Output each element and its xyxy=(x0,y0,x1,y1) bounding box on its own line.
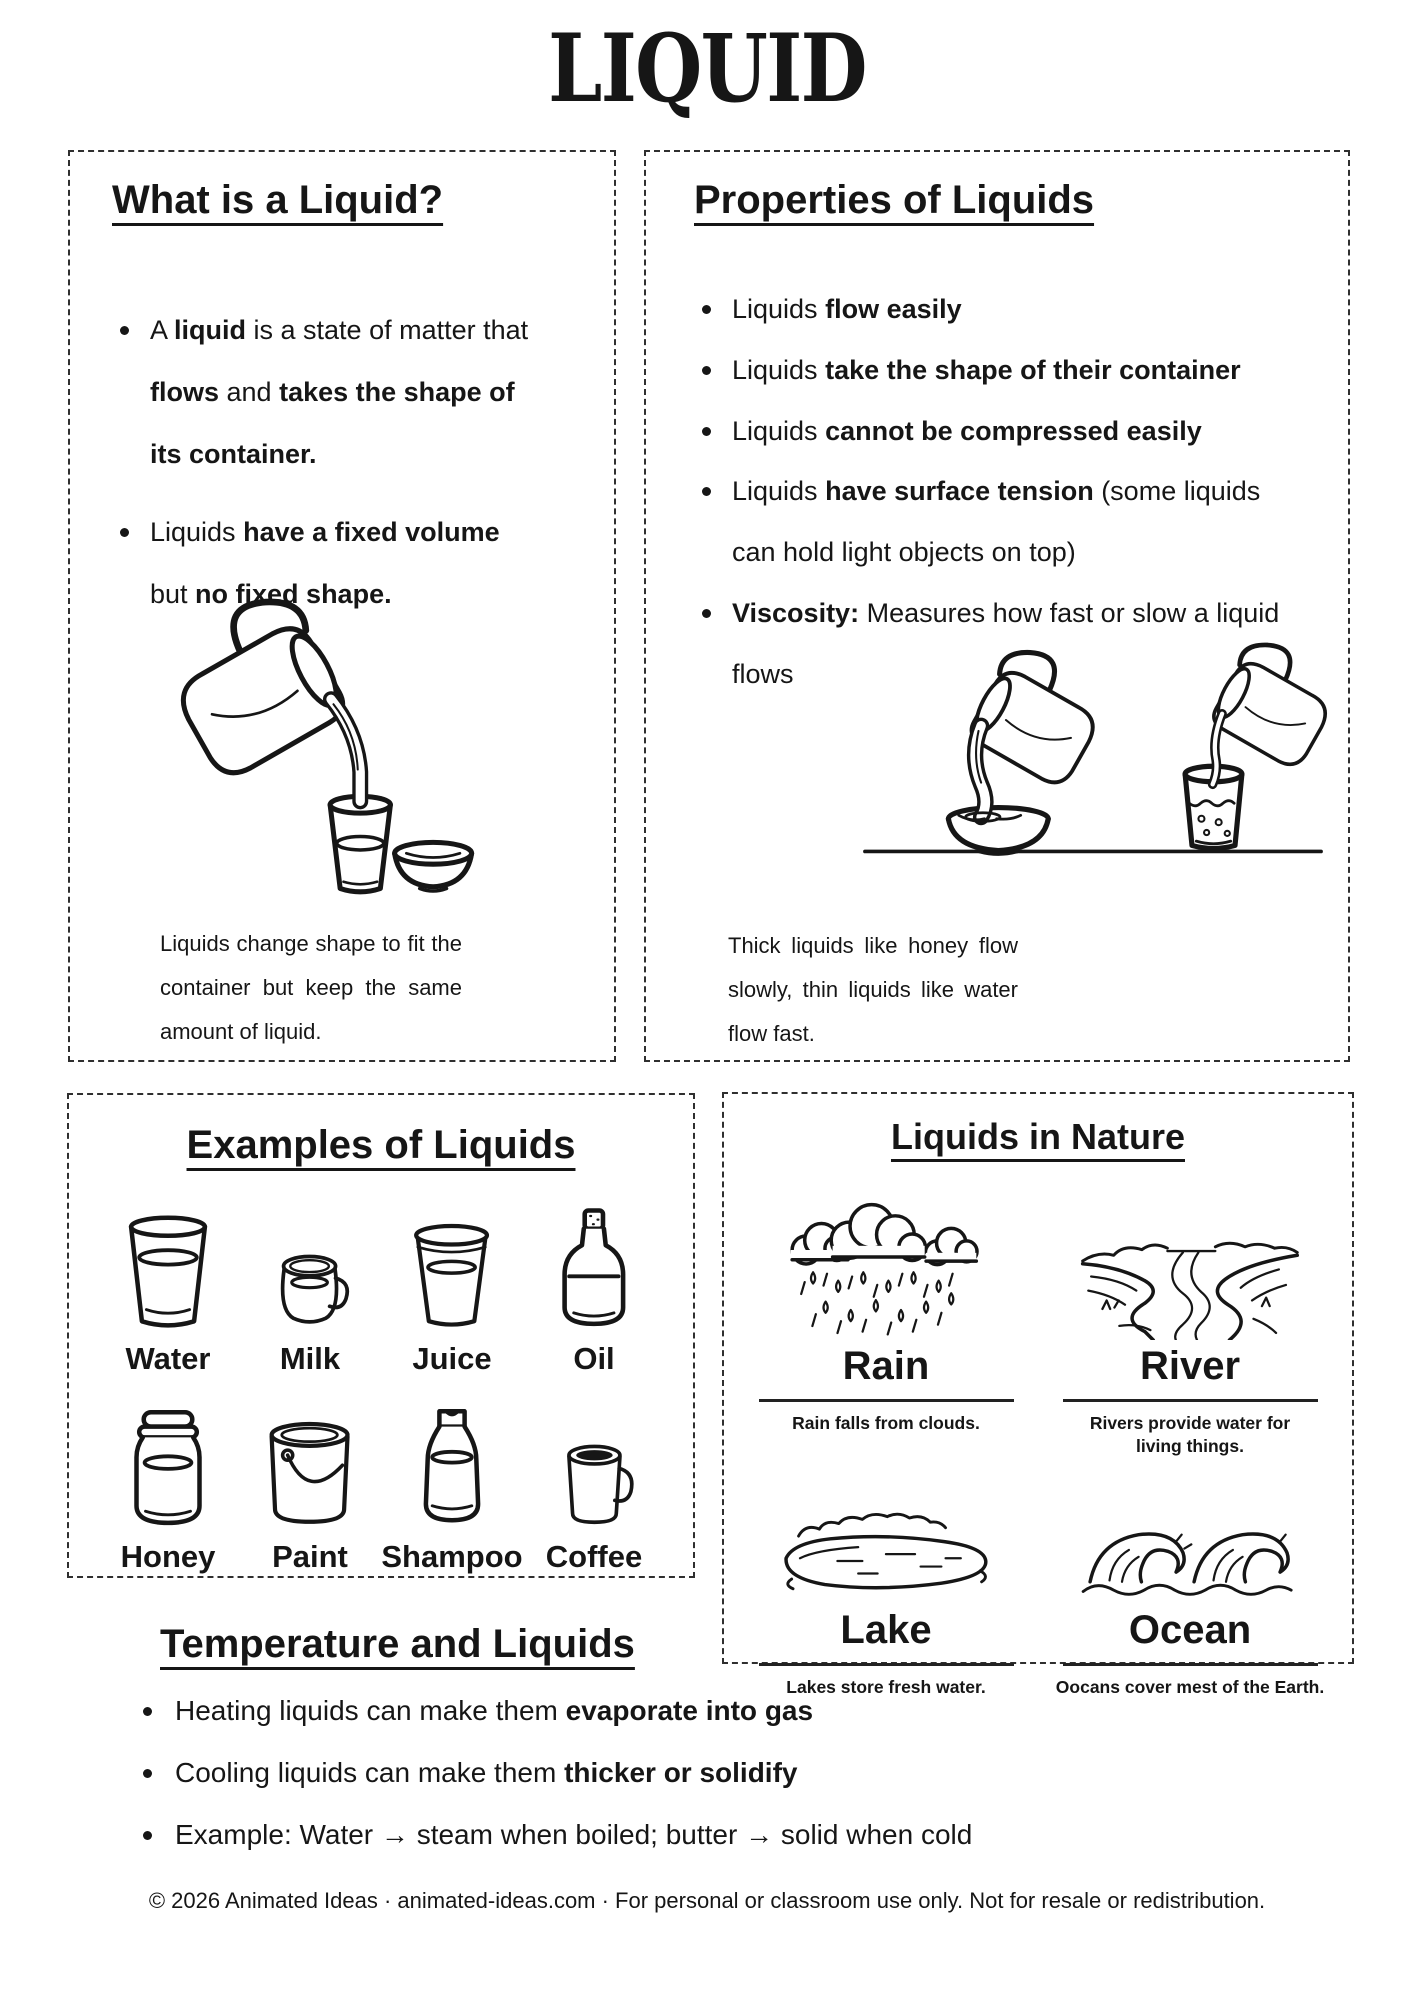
paint-can-icon xyxy=(259,1413,360,1531)
copyright-footer: © 2026 Animated Ideas · animated-ideas.com · For personal or classroom use only. Not for resale or redistribution. xyxy=(148,1888,1266,1913)
divider-line xyxy=(1063,1663,1318,1666)
example-label: Honey xyxy=(120,1539,216,1574)
example-label: Juice xyxy=(412,1341,492,1376)
divider-line xyxy=(1063,1399,1318,1402)
examples-box xyxy=(67,1093,695,1578)
what-caption: Liquids change shape to fit the container but keep the same amount of liquid. xyxy=(160,931,462,1044)
page-title: LIQUID xyxy=(548,14,866,124)
example-icon-holder xyxy=(539,1205,649,1333)
nature-item xyxy=(1038,1190,1342,1458)
bullet-item: Liquids have surface tension (some liquids can hold light objects on top) xyxy=(694,461,1294,583)
nature-heading: Liquids in Nature xyxy=(890,1116,1185,1157)
divider-line xyxy=(759,1663,1014,1666)
what-is-liquid-box xyxy=(68,150,616,1062)
coffee-mug-icon xyxy=(550,1429,637,1531)
temperature-heading: Temperature and Liquids xyxy=(160,1622,635,1666)
properties-illustration xyxy=(852,638,1334,870)
example-label: Milk xyxy=(279,1341,341,1376)
river-icon xyxy=(1077,1220,1303,1340)
water-glass-icon xyxy=(114,1207,222,1333)
properties-box xyxy=(644,150,1350,1062)
example-label: Shampoo xyxy=(381,1539,523,1574)
bullet-item: Viscosity: Measures how fast or slow a liquid flows xyxy=(694,583,1294,705)
bullet-item: Liquids have a fixed volume but no fixed shape. xyxy=(112,501,544,625)
bullet-item: Cooling liquids can make them thicker or solidify xyxy=(135,1752,972,1794)
example-label: Oil xyxy=(573,1341,615,1376)
nature-item xyxy=(734,1486,1038,1699)
example-item xyxy=(523,1205,665,1377)
juice-cup-icon xyxy=(401,1215,502,1333)
example-item xyxy=(239,1205,381,1377)
shampoo-bottle-icon xyxy=(398,1405,506,1531)
nature-label: Lake xyxy=(840,1607,932,1652)
example-item xyxy=(97,1403,239,1575)
nature-box xyxy=(722,1092,1354,1697)
example-icon-holder xyxy=(259,1403,360,1531)
divider-line xyxy=(759,1399,1014,1402)
lake-icon xyxy=(775,1500,997,1604)
honey-jar-icon xyxy=(114,1405,222,1531)
nature-caption: Rain falls from clouds. xyxy=(792,1413,980,1433)
nature-icon-holder xyxy=(1077,1190,1303,1340)
example-icon-holder xyxy=(401,1205,502,1333)
bullet-item: Liquids cannot be compressed easily xyxy=(694,401,1294,462)
examples-heading: Examples of Liquids xyxy=(186,1123,576,1167)
bullet-item: Heating liquids can make them evaporate into gas xyxy=(135,1690,972,1732)
what-illustration xyxy=(140,592,475,902)
nature-icon-holder xyxy=(774,1190,997,1340)
what-bullet-list xyxy=(112,299,544,641)
ocean-waves-icon xyxy=(1079,1500,1301,1604)
example-icon-holder xyxy=(398,1403,506,1531)
nature-caption: Lakes store fresh water. xyxy=(786,1676,986,1697)
example-label: Paint xyxy=(272,1539,348,1574)
bullet-item: Example: Water → steam when boiled; butter → solid when cold xyxy=(135,1814,972,1856)
properties-caption: Thick liquids like honey flow slowly, thin liquids like water flow fast. xyxy=(728,933,1018,1046)
nature-icon-holder xyxy=(1079,1486,1301,1604)
example-icon-holder xyxy=(550,1403,637,1531)
nature-label: Ocean xyxy=(1128,1607,1252,1652)
example-icon-holder xyxy=(265,1205,354,1333)
bullet-item: Liquids take the shape of their container xyxy=(694,340,1294,401)
nature-item xyxy=(1038,1486,1342,1699)
example-item xyxy=(239,1403,381,1575)
nature-caption: Oocans cover mest of the Earth. xyxy=(1055,1676,1325,1697)
nature-icon-holder xyxy=(775,1486,997,1604)
oil-bottle-icon xyxy=(539,1205,649,1333)
example-icon-holder xyxy=(114,1205,222,1333)
example-item xyxy=(97,1205,239,1377)
nature-grid xyxy=(734,1190,1342,1698)
milk-cup-icon xyxy=(265,1229,354,1333)
properties-heading: Properties of Liquids xyxy=(694,178,1095,222)
what-heading: What is a Liquid? xyxy=(112,178,444,222)
nature-caption: Rivers provide water for living things. xyxy=(1089,1413,1291,1456)
example-label: Water xyxy=(125,1341,211,1376)
example-icon-holder xyxy=(114,1403,222,1531)
rain-cloud-icon xyxy=(774,1190,997,1340)
example-label: Coffee xyxy=(545,1539,643,1574)
nature-label: River xyxy=(1139,1344,1241,1388)
pitcher-pour-scene-icon xyxy=(140,592,475,902)
examples-grid xyxy=(97,1205,665,1575)
nature-item xyxy=(734,1190,1038,1458)
nature-label: Rain xyxy=(842,1344,930,1388)
example-item xyxy=(523,1403,665,1575)
bullet-item: Liquids flow easily xyxy=(694,279,1294,340)
temperature-bullet-list xyxy=(135,1690,972,1876)
example-item xyxy=(381,1205,523,1377)
viscosity-pour-scene-icon xyxy=(852,638,1334,870)
bullet-item: A liquid is a state of matter that flows and takes the shape of its container. xyxy=(112,299,544,485)
example-item xyxy=(381,1403,523,1575)
